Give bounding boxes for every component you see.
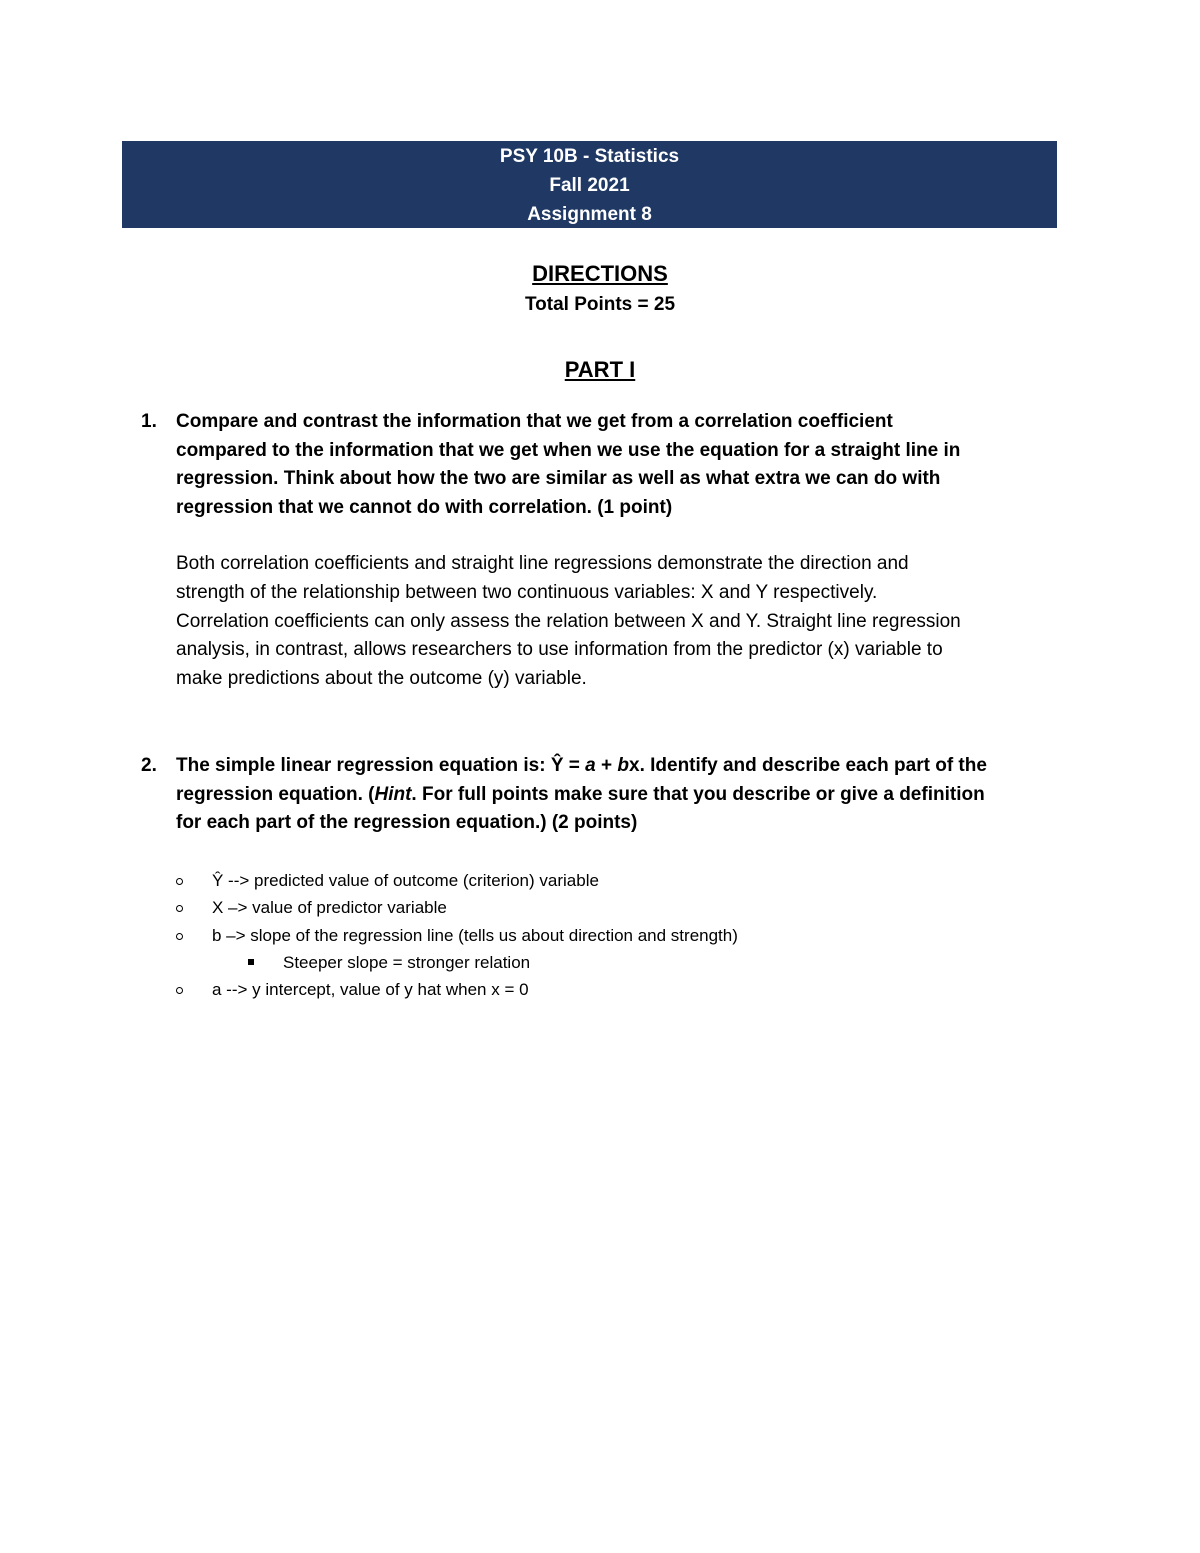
- prompt-line: compared to the information that we get when we use the equation for a straight line in: [176, 439, 961, 461]
- bullet-text: Steeper slope = stronger relation: [283, 952, 531, 972]
- question-2: [141, 752, 1061, 838]
- prompt-line: Compare and contrast the information that we get from a correlation coefficient: [176, 411, 893, 432]
- answer-line: make predictions about the outcome (y) variable.: [176, 667, 587, 689]
- question-prompt: [176, 752, 1061, 838]
- question-number: 2.: [141, 755, 157, 776]
- equation-var-b: b: [617, 755, 629, 776]
- hollow-bullet-icon: [176, 867, 183, 894]
- prompt-fragment: The simple linear regression equation is: Ŷ =: [176, 755, 586, 776]
- bullet-text: X –> value of predictor variable: [212, 898, 447, 918]
- directions-section: [0, 258, 1200, 320]
- hollow-bullet-icon: [176, 894, 183, 921]
- bullet-text: Ŷ --> predicted value of outcome (criterion) variable: [212, 871, 599, 890]
- hint-label: Hint: [374, 783, 412, 805]
- assignment-label: Assignment 8: [527, 204, 652, 225]
- prompt-line: for each part of the regression equation.) (2 points): [176, 812, 638, 834]
- question-number: 1.: [141, 411, 157, 432]
- bullet-text: a --> y intercept, value of y hat when x = 0: [212, 980, 529, 1000]
- prompt-fragment: +: [595, 755, 618, 776]
- answer-line: Both correlation coefficients and straight line regressions demonstrate the direction and: [176, 553, 909, 575]
- prompt-fragment: regression equation. (: [176, 783, 375, 805]
- question-1: [141, 408, 1061, 693]
- prompt-line: [176, 781, 1061, 810]
- part-heading: PART I: [564, 357, 636, 382]
- total-points: Total Points = 25: [524, 294, 676, 315]
- question-prompt: [176, 408, 1061, 522]
- prompt-fragment: x. Identify and describe each part of the: [629, 755, 987, 776]
- directions-heading: DIRECTIONS: [532, 261, 668, 286]
- bullet-text: b –> slope of the regression line (tells us about direction and strength): [212, 925, 738, 945]
- prompt-fragment: . For full points make sure that you describe or give a definition: [411, 783, 985, 805]
- term-label: Fall 2021: [549, 175, 630, 196]
- answer-line: Correlation coefficients can only assess the relation between X and Y. Straight line regression: [176, 610, 961, 632]
- course-title: PSY 10B - Statistics: [499, 146, 680, 167]
- equation-var-a: a: [585, 755, 596, 776]
- question-answer: [176, 550, 1061, 693]
- answer-line: strength of the relationship between two continuous variables: X and Y respectively.: [176, 581, 878, 603]
- prompt-line: regression that we cannot do with correlation. (1 point): [176, 496, 673, 518]
- answer-line: analysis, in contrast, allows researchers to use information from the predictor (x) variable to: [176, 639, 943, 661]
- hollow-bullet-icon: [176, 976, 183, 1003]
- course-header-banner: [122, 141, 1057, 228]
- prompt-line: regression. Think about how the two are similar as well as what extra we can do with: [176, 468, 941, 490]
- square-bullet-icon: [248, 949, 254, 976]
- prompt-line: [176, 752, 1061, 781]
- hollow-bullet-icon: [176, 922, 183, 949]
